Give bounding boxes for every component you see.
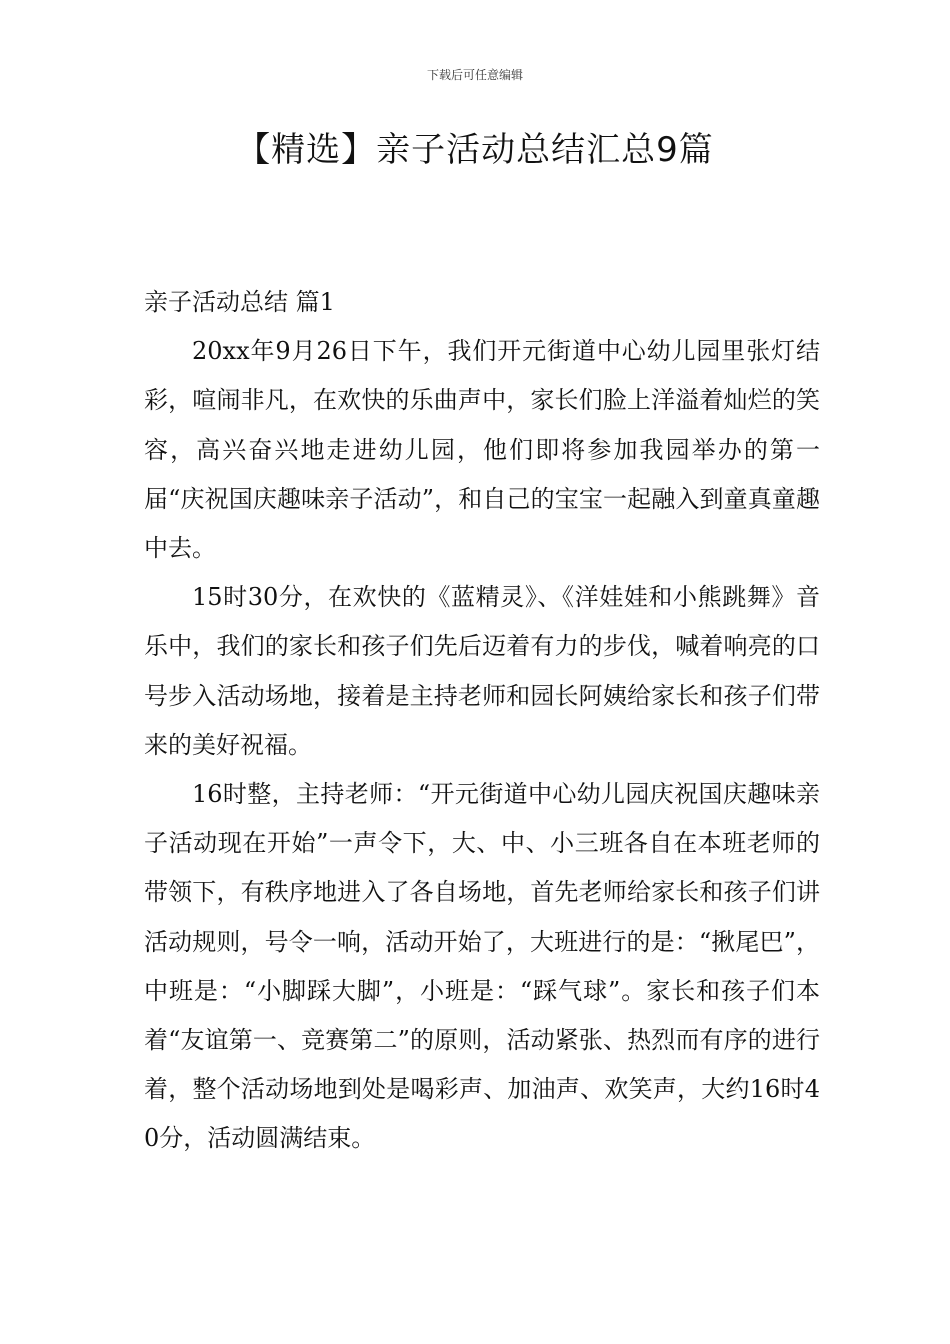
paragraph: 20xx年9月26日下午，我们开元街道中心幼儿园里张灯结彩，喧闹非凡，在欢快的乐曲声中，家长们脸上洋溢着灿烂的笑容，高兴奋兴地走进幼儿园，他们即将参加我园举办的第一届“庆祝国庆趣味亲子活动”，和自己的宝宝一起融入到童真童趣中去。 bbox=[144, 337, 820, 563]
paragraph: 16时整，主持老师：“开元街道中心幼儿园庆祝国庆趣味亲子活动现在开始”一声令下，大、中、小三班各自在本班老师的带领下，有秩序地进入了各自场地，首先老师给家长和孩子们讲活动规则，号令一响，活动开始了，大班进行的是：“揪尾巴”，中班是：“小脚踩大脚”，小班是：“踩气球”。家长和孩子们本着“友谊第一、竞赛第二”的原则，活动紧张、热烈而有序的进行着，整个活动场地到处是喝彩声、加油声、欢笑声，大约16时40分，活动圆满结束。 bbox=[144, 780, 820, 1153]
header-note: 下载后可任意编辑 bbox=[426, 68, 523, 82]
section-heading: 亲子活动总结 篇1 bbox=[144, 288, 335, 316]
paragraph: 15时30分，在欢快的《蓝精灵》、《洋娃娃和小熊跳舞》音乐中，我们的家长和孩子们先后迈着有力的步伐，喊着响亮的口号步入活动场地，接着是主持老师和园长阿姨给家长和孩子们带来的美好祝福。 bbox=[144, 583, 820, 759]
document-body bbox=[144, 278, 820, 1164]
document-title: 【精选】亲子活动总结汇总9篇 bbox=[236, 130, 714, 170]
